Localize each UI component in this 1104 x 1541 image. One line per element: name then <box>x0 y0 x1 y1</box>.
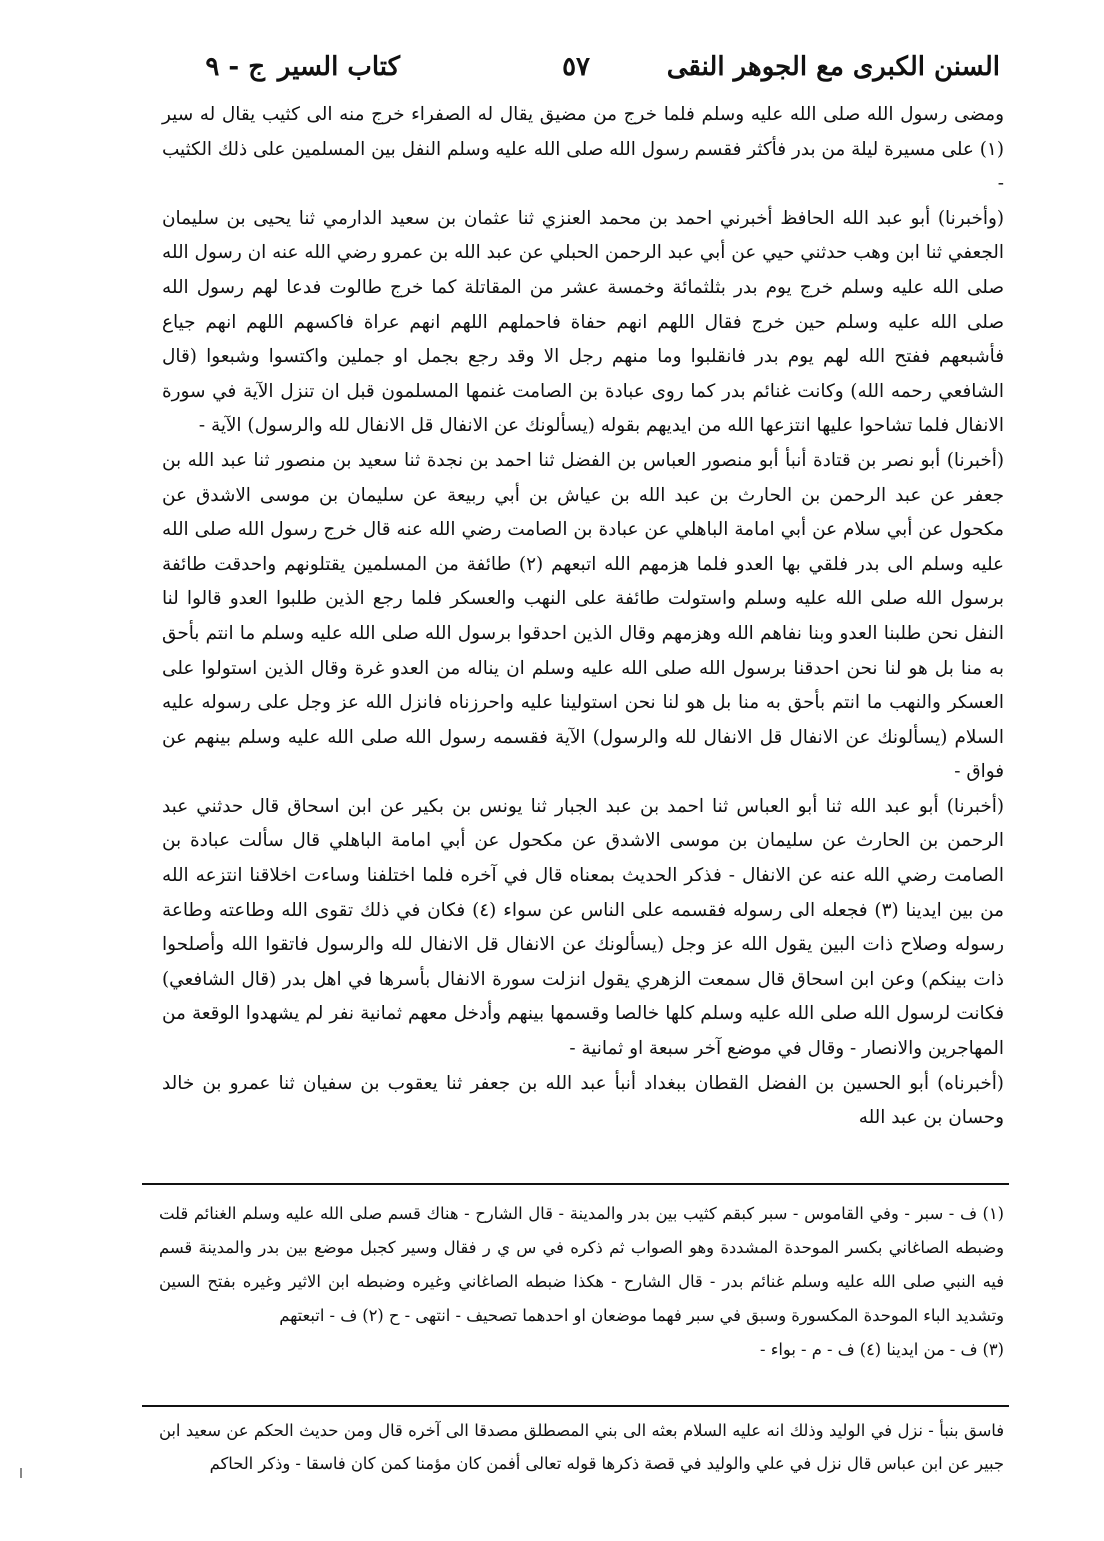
main-text <box>162 98 1004 1136</box>
page-header <box>160 52 1000 92</box>
footnote-divider <box>142 1183 1009 1185</box>
volume-number: ج - ٩ <box>205 52 265 82</box>
footnote-line: (١) ف - سبر - وفي القاموس - سبر كبقم كثيب بين بدر والمدينة - قال الشارح - هناك قسم صلى الله عليه وسلم الغنائم قلت وضبطه الصاغاني بكسر الموحدة المشددة وهو الصواب ثم ذكره في س ي ر فقال وسير كجبل موضع بين بدر والمدينة قسم فيه النبي صلى الله عليه وسلم غنائم بدر - قال الشارح - هكذا ضبطه الصاغاني وغيره وضبطه ابن الاثير وغيره بفتح السين وتشديد الباء الموحدة المكسورة وسبق في سبر فهما موضعان او احدهما تصحيف - انتهى - ح (٢) ف - اتبعتهم <box>159 1204 1004 1325</box>
chapter-title: كتاب السير <box>277 52 400 82</box>
footnote-line: (٣) ف - من ايدينا (٤) ف - م - بواء - <box>760 1340 1004 1359</box>
commentary-divider <box>142 1405 1009 1407</box>
paragraph: (أخبرناه) أبو الحسين بن الفضل القطان ببغداد أنبأ عبد الله بن جعفر ثنا يعقوب بن سفيان ثنا عمرو بن خالد وحسان بن عبد الله <box>162 1072 1004 1129</box>
commentary-jawhar-naqi <box>159 1414 1004 1480</box>
paragraph: (أخبرنا) أبو عبد الله ثنا أبو العباس ثنا احمد بن عبد الجبار ثنا يونس بن بكير عن ابن اسحاق قال حدثني عبد الرحمن بن الحارث عن سليمان بن موسى الاشدق عن مكحول عن أبي امامة الباهلي قال سألت عبادة بن الصامت رضي الله عنه عن الانفال - فذكر الحديث بمعناه قال في آخره فلما اختلفنا وساءت اخلاقنا انتزعه الله من بين ايدينا (٣) فجعله الى رسوله فقسمه على الناس عن سواء (٤) فكان في ذلك تقوى الله وطاعته وطاعة رسوله وصلاح ذات البين يقول الله عز وجل (يسألونك عن الانفال قل الانفال لله والرسول فاتقوا الله وأصلحوا ذات بينكم) وعن ابن اسحاق قال سمعت الزهري يقول انزلت سورة الانفال بأسرها في اهل بدر (قال الشافعي) فكانت لرسول الله صلى الله عليه وسلم كلها خالصا وقسمها بينهم وأدخل معهم ثمانية نفر لم يشهدوا الوقعة من المهاجرين والانصار - وقال في موضع آخر سبعة او ثمانية - <box>162 795 1004 1060</box>
paragraph: ومضى رسول الله صلى الله عليه وسلم فلما خرج من مضيق يقال له الصفراء خرج منه الى كثيب يقال له سير (١) على مسيرة ليلة من بدر فأكثر فقسم رسول الله صلى الله عليه وسلم النفل بين المسلمين على ذلك الكثيب - <box>162 104 1004 195</box>
paragraph: (أخبرنا) أبو نصر بن قتادة أنبأ أبو منصور العباس بن الفضل ثنا احمد بن نجدة ثنا سعيد بن منصور ثنا عبد الله بن جعفر عن عبد الرحمن بن الحارث بن عبد الله بن عياش بن أبي ربيعة عن سليمان بن موسى الاشدق عن مكحول عن أبي سلام عن أبي امامة الباهلي عن عبادة بن الصامت رضي الله عنه قال خرج رسول الله صلى الله عليه وسلم الى بدر فلقي بها العدو فلما هزمهم الله اتبعهم (٢) طائفة من المسلمين يقتلونهم واحدقت طائفة برسول الله صلى الله عليه وسلم واستولت طائفة على النهب والعسكر فلما رجع الذين طلبوا العدو قالوا لنا النفل نحن طلبنا العدو وبنا نفاهم الله وهزمهم وقال الذين احدقوا برسول الله صلى الله عليه وسلم ما انتم بأحق به منا بل هو لنا نحن احدقنا برسول الله صلى الله عليه وسلم ان يناله من العدو غرة وقال الذين استولوا على العسكر والنهب ما انتم بأحق به منا بل هو لنا نحن استولينا عليه واحرزناه فانزل الله عز وجل على رسوله عليه السلام (يسألونك عن الانفال قل الانفال لله والرسول) الآية فقسمه رسول الله صلى الله عليه وسلم بينهم عن فواق - <box>162 449 1005 783</box>
margin-mark <box>20 1468 22 1478</box>
book-title: السنن الكبرى مع الجوهر النقى <box>666 52 1000 82</box>
paragraph: (وأخبرنا) أبو عبد الله الحافظ أخبرني احمد بن محمد العنزي ثنا عثمان بن سعيد الدارمي ثنا يحيى بن سليمان الجعفي ثنا ابن وهب حدثني حيي عن أبي عبد الرحمن الحبلي عن عبد الله بن عمرو رضي الله عنه ان رسول الله صلى الله عليه وسلم خرج يوم بدر بثلثمائة وخمسة عشر من المقاتلة كما خرج طالوت فدعا لهم رسول الله صلى الله عليه وسلم حين خرج فقال اللهم انهم حفاة فاحملهم اللهم انهم عراة فاكسهم اللهم انهم جياع فأشبعهم ففتح الله لهم يوم بدر فانقلبوا وما منهم رجل الا وقد رجع بجمل او جملين واكتسوا وشبعوا (قال الشافعي رحمه الله) وكانت غنائم بدر كما روى عبادة بن الصامت غنمها المسلمون قبل ان تنزل الآية في سورة الانفال فلما تشاحوا عليها انتزعها الله من ايديهم بقوله (يسألونك عن الانفال قل الانفال لله والرسول) الآية - <box>162 207 1005 437</box>
page-number: ٥٧ <box>562 52 590 82</box>
footnotes <box>159 1197 1004 1367</box>
commentary-line: فاسق بنبأ - نزل في الوليد وذلك انه عليه السلام بعثه الى بني المصطلق مصدقا الى آخره قال ومن حديث الحكم عن سعيد ابن جبير عن ابن عباس قال نزل في علي والوليد في قصة ذكرها قوله تعالى أفمن كان مؤمنا كمن كان فاسقا - وذكر الحاكم <box>159 1421 1004 1473</box>
